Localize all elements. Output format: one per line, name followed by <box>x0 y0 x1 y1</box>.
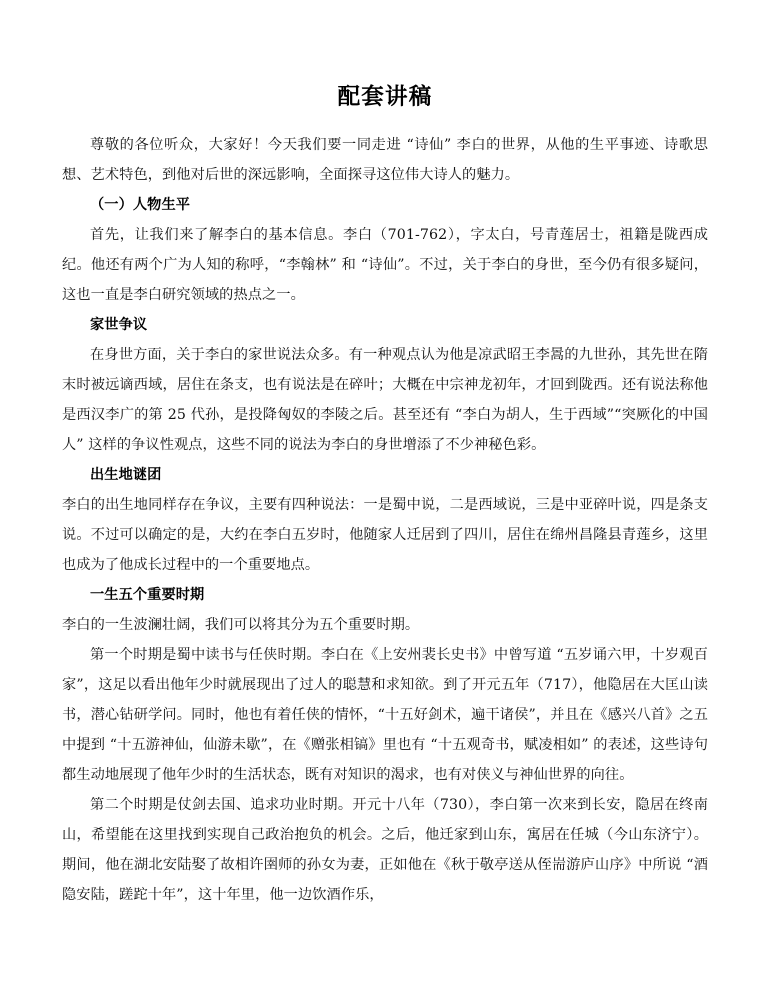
heading-family-controversy: 家世争议 <box>90 316 148 333</box>
paragraph-period-two: 第二个时期是仗剑去国、追求功业时期。开元十八年（730），李白第一次来到长安，隐居在终南山，希望能在这里找到实现自己政治抱负的机会。之后，他迁家到山东，寓居在任城（今山东济宁）。期间，他在湖北安陆娶了故相许圉师的孙女为妻，正如他在《秋于敬亭送从侄耑游庐山序》中所说 “酒隐安陆，蹉跎十年”，这十年里，他一边饮酒作乐， <box>62 796 708 903</box>
paragraph-birthplace-mystery: 李白的出生地同样存在争议，主要有四种说法：一是蜀中说，二是西域说，三是中亚碎叶说，四是条支说。不过可以确定的是，大约在李白五岁时，他随家人迁居到了四川，居住在绵州昌隆县青莲乡，这里也成为了他成长过程中的一个重要地点。 <box>62 496 708 573</box>
paragraph-family-controversy: 在身世方面，关于李白的家世说法众多。有一种观点认为他是凉武昭王李暠的九世孙，其先世在隋末时被远谪西域，居住在条支，也有说法是在碎叶；大概在中宗神龙初年，才回到陇西。还有说法称他是西汉李广的第 25 代孙，是投降匈奴的李陵之后。甚至还有 “李白为胡人，生于西域”“突厥化的中国人” 这样的争议性观点，这些不同的说法为李白的身世增添了不少神秘色彩。 <box>62 346 708 453</box>
heading-five-periods: 一生五个重要时期 <box>90 586 205 603</box>
heading-section-one: （一）人物生平 <box>90 196 191 213</box>
paragraph-five-periods-intro: 李白的一生波澜壮阔，我们可以将其分为五个重要时期。 <box>62 616 420 633</box>
page-title: 配套讲稿 <box>337 84 433 110</box>
paragraph-period-one: 第一个时期是蜀中读书与任侠时期。李白在《上安州裴长史书》中曾写道 “五岁诵六甲，十岁观百家”，这足以看出他年少时就展现出了过人的聪慧和求知欲。到了开元五年（717），他隐居在大匡山读书，潜心钻研学问。同时，他也有着任侠的情怀，“十五好剑术，遍干诸侯”，并且在《感兴八首》之五中提到 “十五游神仙，仙游未歇”，在《赠张相镐》里也有 “十五观奇书，赋凌相如” 的表述，这些诗句都生动地展现了他年少时的生活状态，既有对知识的渴求，也有对侠义与神仙世界的向往。 <box>62 646 708 783</box>
paragraph-basic-info: 首先，让我们来了解李白的基本信息。李白（701-762），字太白，号青莲居士，祖籍是陇西成纪。他还有两个广为人知的称呼，“李翰林” 和 “诗仙”。不过，关于李白的身世，至今仍有很多疑问，这也一直是李白研究领域的热点之一。 <box>62 226 708 303</box>
heading-birthplace-mystery: 出生地谜团 <box>90 466 162 483</box>
paragraph-intro: 尊敬的各位听众，大家好！今天我们要一同走进 “诗仙” 李白的世界，从他的生平事迹、诗歌思想、艺术特色，到他对后世的深远影响，全面探寻这位伟大诗人的魅力。 <box>62 136 708 183</box>
